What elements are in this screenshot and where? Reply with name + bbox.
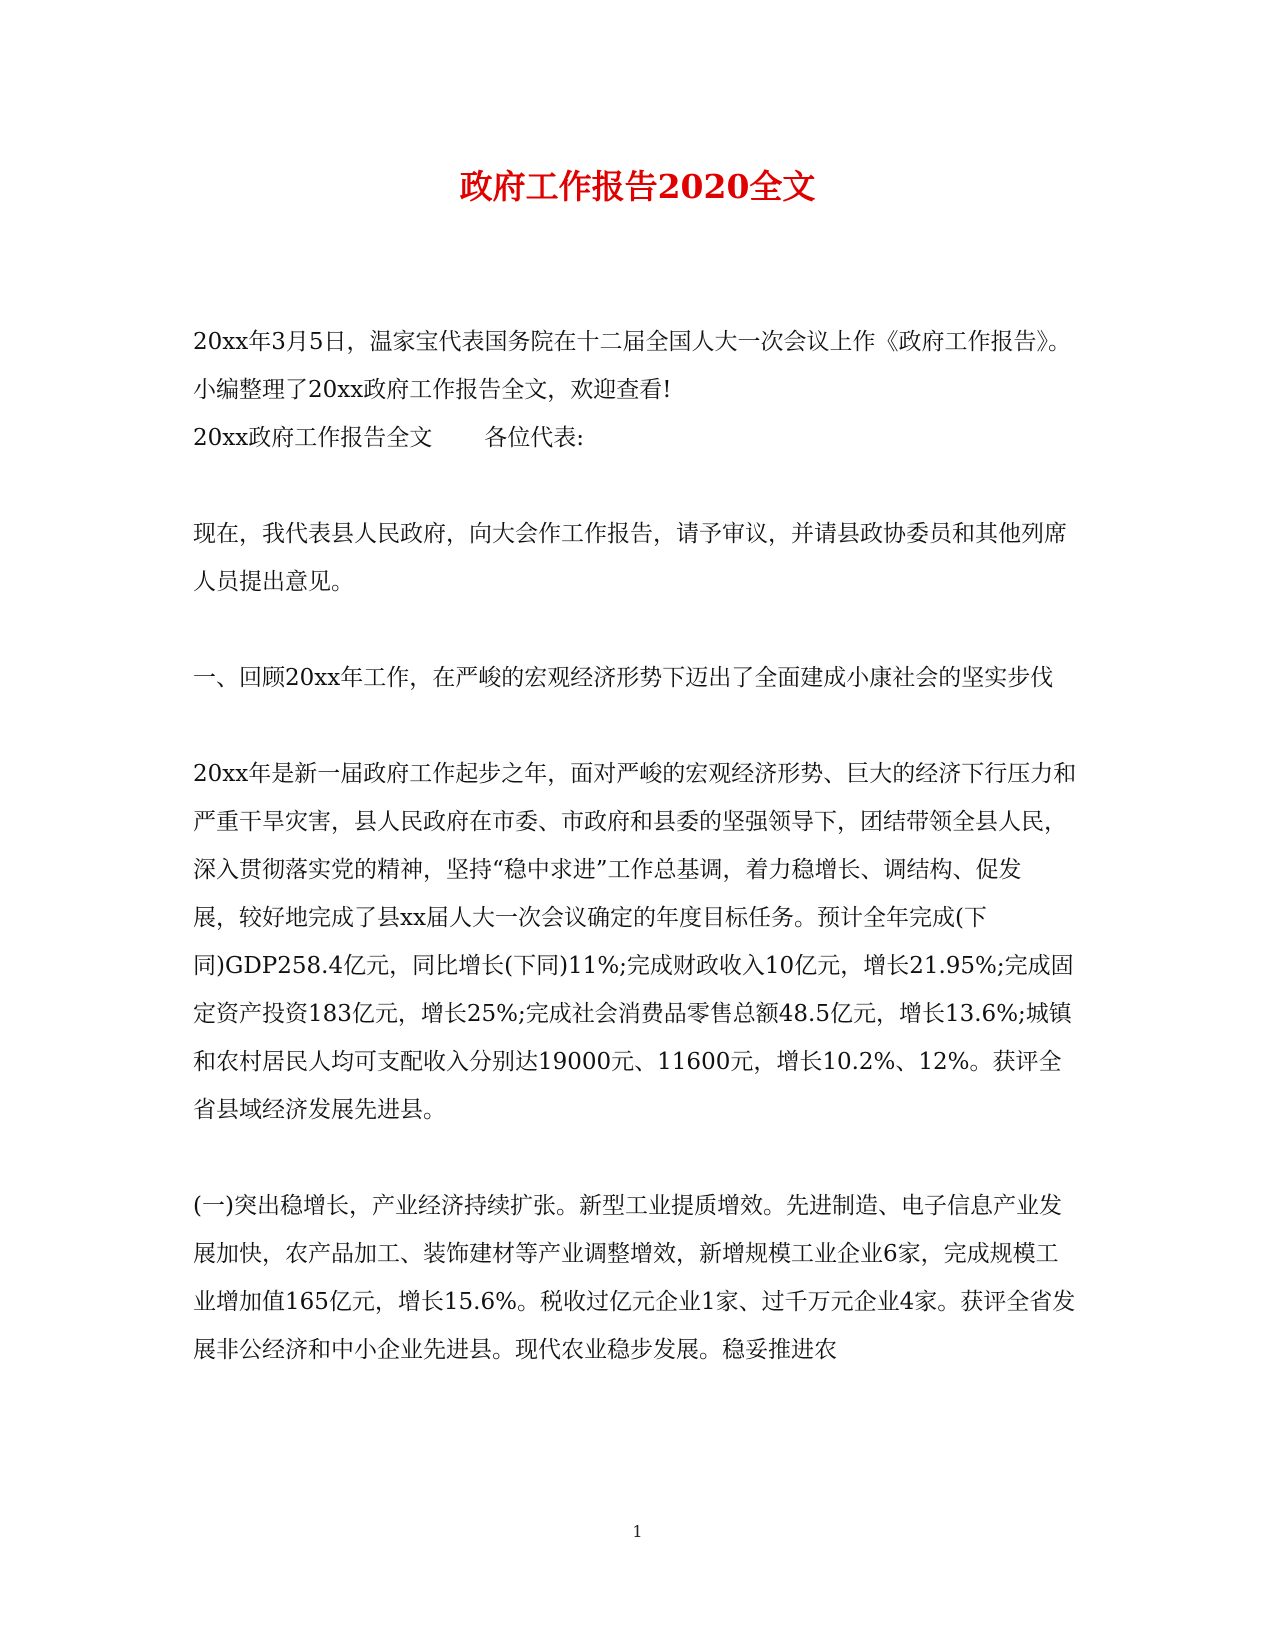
report-heading-line: [193, 414, 1078, 462]
report-heading-title: 20xx政府工作报告全文: [193, 425, 433, 451]
paragraph-gap: [193, 1134, 1078, 1182]
paragraph-gap: [193, 462, 1078, 510]
paragraph-gap: [193, 606, 1078, 654]
intro-paragraph: 20xx年3月5日，温家宝代表国务院在十二届全国人大一次会议上作《政府工作报告》。小编整理了20xx政府工作报告全文，欢迎查看!: [193, 329, 1071, 403]
section-heading: 一、回顾20xx年工作，在严峻的宏观经济形势下迈出了全面建成小康社会的坚实步伐: [193, 665, 1054, 691]
opening-paragraph: 现在，我代表县人民政府，向大会作工作报告，请予审议，并请县政协委员和其他列席人员提出意见。: [193, 521, 1067, 595]
subsection-paragraph: (一)突出稳增长，产业经济持续扩张。新型工业提质增效。先进制造、电子信息产业发展加快，农产品加工、装饰建材等产业调整增效，新增规模工业企业6家，完成规模工业增加值165亿元，增长15.6%。税收过亿元企业1家、过千万元企业4家。获评全省发展非公经济和中小企业先进县。现代农业稳步发展。稳妥推进农: [193, 1193, 1076, 1363]
review-paragraph-part2: 展，较好地完成了县xx届人大一次会议确定的年度目标任务。预计全年完成(下同)GDP258.4亿元，同比增长(下同)11%;完成财政收入10亿元，增长21.95%;完成固定资产投资183亿元，增长25%;完成社会消费品零售总额48.5亿元，增长13.6%;城镇和农村居民人均可支配收入分别达19000元、11600元，增长10.2%、12%。获评全省县域经济发展先进县。: [193, 905, 1074, 1123]
page-number: 1: [632, 1522, 643, 1541]
salutation: 各位代表:: [484, 425, 584, 451]
document-title: 政府工作报告2020全文: [459, 167, 816, 206]
document-body: [193, 318, 1078, 1374]
paragraph-gap: [193, 702, 1078, 750]
review-paragraph-part1: 20xx年是新一届政府工作起步之年，面对严峻的宏观经济形势、巨大的经济下行压力和严重干旱灾害，县人民政府在市委、市政府和县委的坚强领导下，团结带领全县人民，深入贯彻落实党的精神，坚持“稳中求进”工作总基调，着力稳增长、调结构、促发: [193, 761, 1077, 883]
